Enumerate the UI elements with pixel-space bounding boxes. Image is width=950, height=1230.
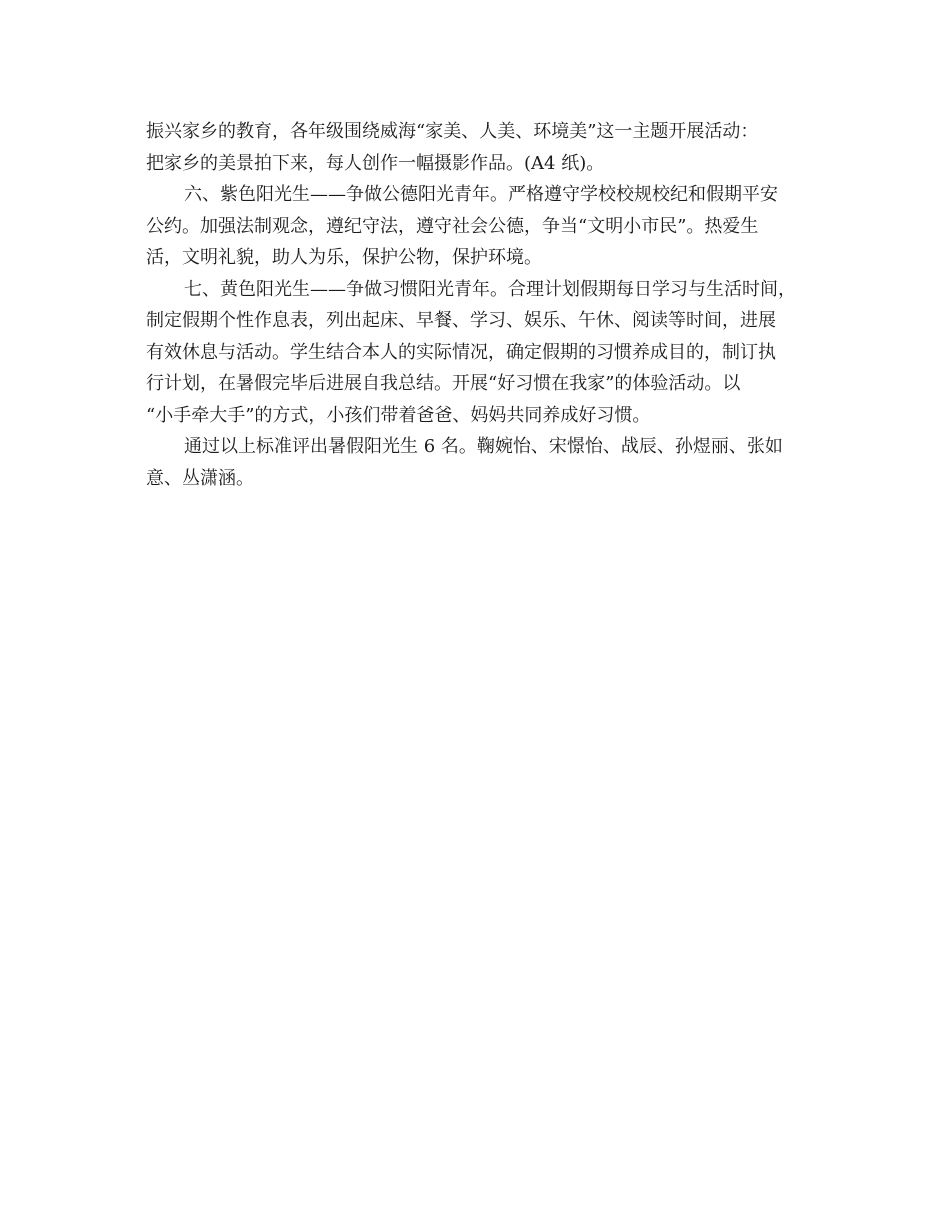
text-line: 公约。加强法制观念，遵纪守法，遵守社会公德，争当“文明小市民”。热爱生 <box>146 215 759 237</box>
text-line: 通过以上标准评出暑假阳光生 6 名。鞠婉怡、宋憬怡、战辰、孙煜丽、张如 <box>184 436 783 457</box>
text-line: 振兴家乡的教育，各年级围绕威海“家美、人美、环境美”这一主题开展活动： <box>146 121 759 142</box>
text-line: 行计划，在暑假完毕后进展自我总结。开展“好习惯在我家”的体验活动。以 <box>146 373 741 394</box>
paragraph-intro-continued <box>146 116 814 179</box>
document-body <box>146 116 814 494</box>
text-line: 有效休息与活动。学生结合本人的实际情况，确定假期的习惯养成目的，制订执 <box>146 341 776 363</box>
paragraph-award-results <box>146 431 814 494</box>
text-line: 把家乡的美景拍下来，每人创作一幅摄影作品。(A4 纸)。 <box>146 152 605 174</box>
text-line: 活，文明礼貌，助人为乐，保护公物，保护环境。 <box>146 247 542 268</box>
text-line: 六、紫色阳光生——争做公德阳光青年。严格遵守学校校规校纪和假期平安 <box>184 184 778 205</box>
text-line: 意、丛潇涵。 <box>146 467 254 489</box>
text-line: “小手牵大手”的方式，小孩们带着爸爸、妈妈共同养成好习惯。 <box>146 404 651 426</box>
text-line: 制定假期个性作息表，列出起床、早餐、学习、娱乐、午休、阅读等时间，进展 <box>146 310 776 331</box>
paragraph-yellow-sunshine <box>146 274 814 432</box>
text-line: 七、黄色阳光生——争做习惯阳光青年。合理计划假期每日学习与生活时间， <box>184 278 796 300</box>
paragraph-purple-sunshine <box>146 179 814 274</box>
